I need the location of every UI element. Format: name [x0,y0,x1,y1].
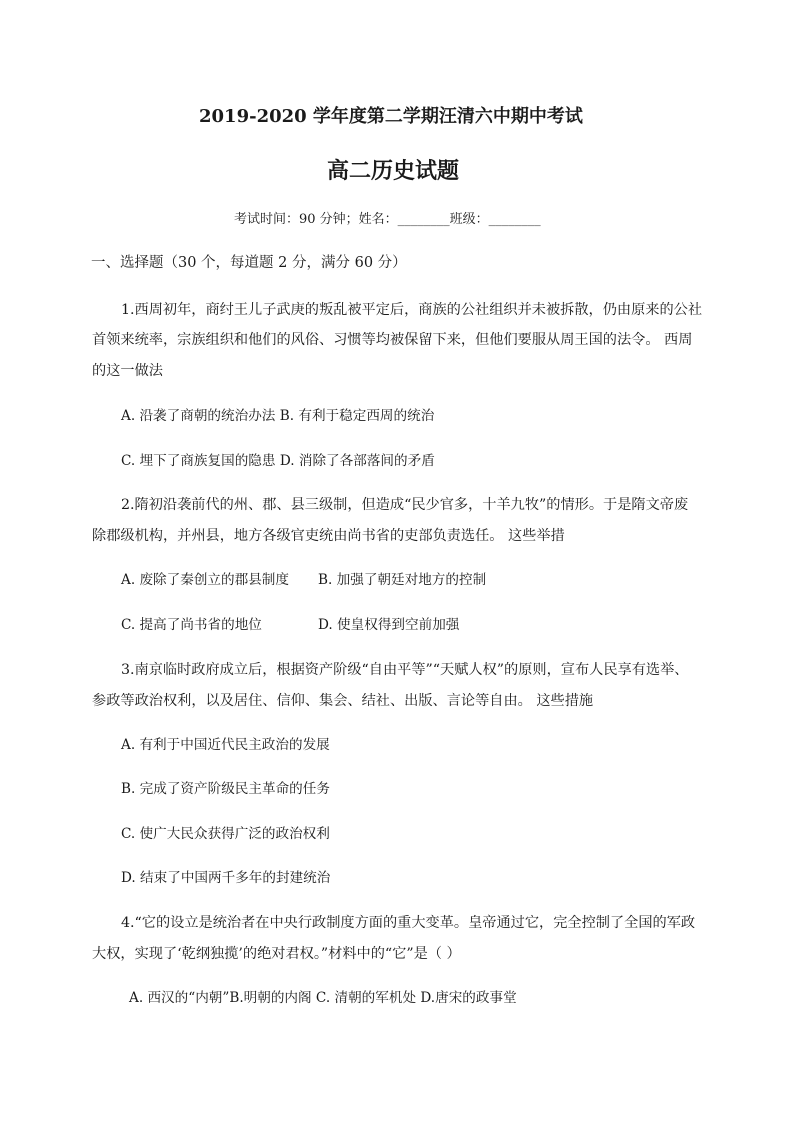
exam-title: 2019-2020 学年度第二学期汪清六中期中考试 [199,106,583,127]
question-text-line: 4.“它的设立是统治者在中央行政制度方面的重大变革。皇帝通过它，完全控制了全国的军政 [121,915,696,931]
answer-option: A. 废除了秦创立的郡县制度 [121,572,289,588]
question-text-line: 2.隋初沿袭前代的州、郡、县三级制，但造成“民少官多，十羊九牧”的情形。于是隋文帝废 [121,497,689,513]
question-text-line: 大权，实现了‘乾纲独揽’的绝对君权。”材料中的“它”是（ ） [92,946,461,962]
answer-option: A. 沿袭了商朝的统治办法 B. 有利于稳定西周的统治 [121,408,435,424]
answer-option: D. 使皇权得到空前加强 [318,617,460,633]
answer-option: C. 提高了尚书省的地位 [121,617,262,633]
question-text-line: 首领来统率，宗族组织和他们的风俗、习惯等均被保留下来，但他们要服从周王国的法令。 西周 [92,332,693,348]
exam-info: 考试时间：90 分钟；姓名：________班级：________ [234,212,541,227]
question-text-line: 1.西周初年，商纣王儿子武庚的叛乱被平定后，商族的公社组织并未被拆散，仍由原来的公社 [121,302,703,318]
answer-option: D. 结束了中国两千多年的封建统治 [121,870,331,886]
answer-option: B. 加强了朝廷对地方的控制 [318,572,487,588]
answer-option: C. 使广大民众获得广泛的政治权利 [121,826,330,842]
question-text-line: 的这一做法 [92,363,163,379]
exam-subtitle: 高二历史试题 [327,158,460,184]
question-text-line: 3.南京临时政府成立后，根据资产阶级“自由平等”“天赋人权”的原则，宣布人民享有选举、 [121,662,689,678]
question-text-line: 除郡级机构，并州县，地方各级官吏统由尚书省的吏部负责选任。 这些举措 [92,528,565,544]
answer-option: C. 埋下了商族复国的隐患 D. 消除了各部落间的矛盾 [121,453,435,469]
section-heading: 一、选择题（30 个，每道题 2 分，满分 60 分） [91,255,407,271]
answer-option: B. 完成了资产阶级民主革命的任务 [121,781,330,797]
answer-option: A. 西汉的“内朝”B.明朝的内阁 C. 清朝的军机处 D.唐宋的政事堂 [129,990,517,1006]
question-text-line: 参政等政治权利，以及居住、信仰、集会、结社、出版、言论等自由。 这些措施 [92,693,594,709]
answer-option: A. 有利于中国近代民主政治的发展 [121,737,330,753]
